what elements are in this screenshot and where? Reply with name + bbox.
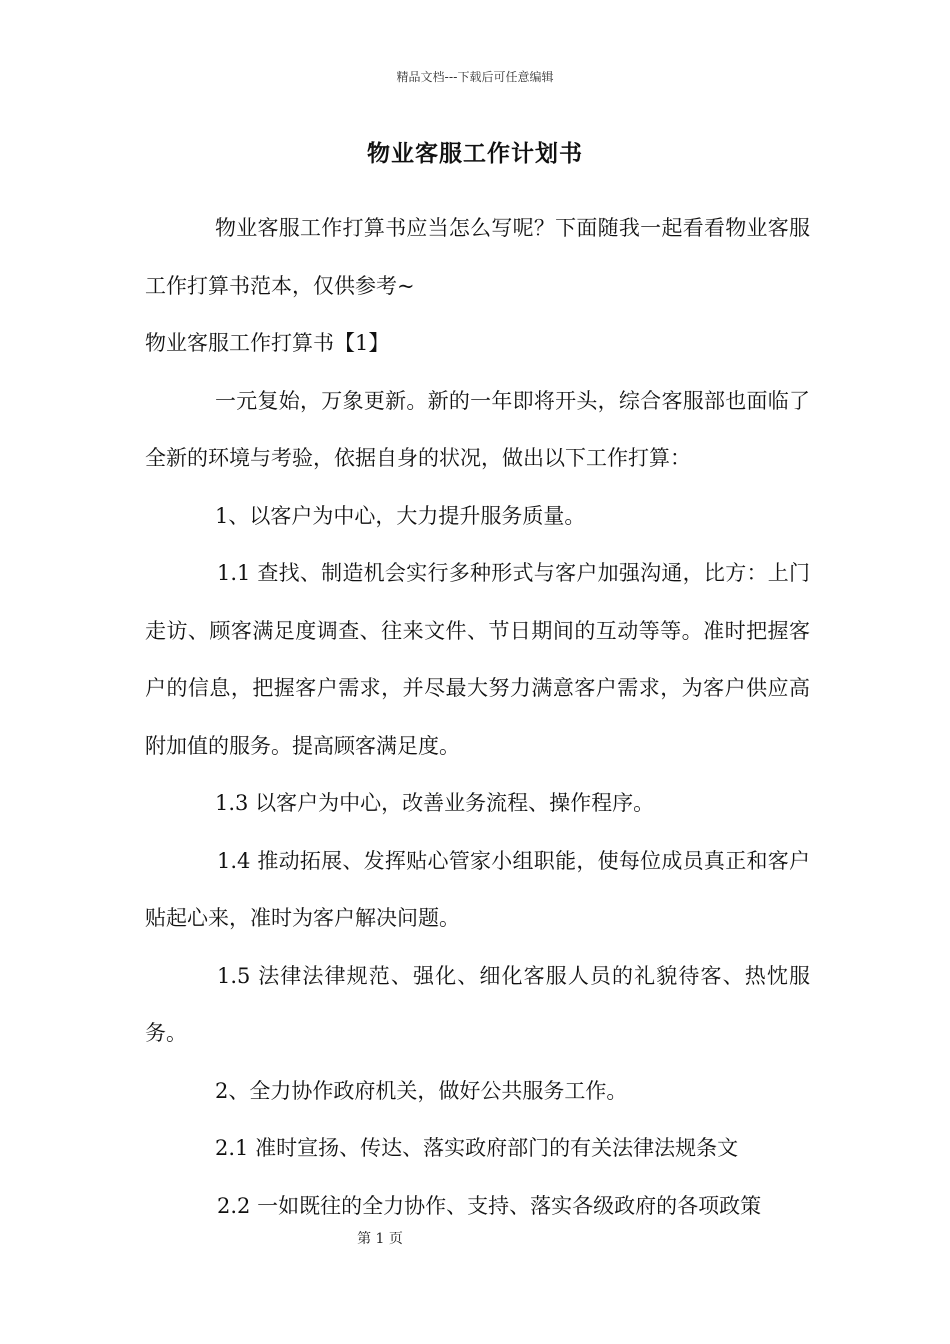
intro-paragraph: 物业客服工作打算书应当怎么写呢？下面随我一起看看物业客服工作打算书范本，仅供参考~ (145, 216, 810, 298)
list-item: 2.2 一如既往的全力协作、支持、落实各级政府的各项政策 (217, 1193, 762, 1218)
list-item: 2.1 准时宣扬、传达、落实政府部门的有关法律法规条文 (215, 1136, 739, 1160)
document-body (145, 200, 810, 1235)
document-title: 物业客服工作计划书 (367, 140, 583, 167)
list-item-heading: 2、全力协作政府机关，做好公共服务工作。 (215, 1078, 628, 1103)
page-number: 第 1 页 (357, 1231, 403, 1247)
list-item: 1.4 推动拓展、发挥贴心管家小组职能，使每位成员真正和客户贴起心来，准时为客户解决问题。 (145, 848, 810, 930)
list-item: 1.3 以客户为中心，改善业务流程、操作程序。 (215, 791, 655, 815)
body-paragraph: 一元复始，万象更新。新的一年即将开头，综合客服部也面临了全新的环境与考验，依据自身的状况，做出以下工作打算： (145, 388, 810, 470)
list-item-heading: 1、以客户为中心，大力提升服务质量。 (215, 503, 586, 528)
section-heading: 物业客服工作打算书【1】 (145, 331, 390, 355)
list-item: 1.1 查找、制造机会实行多种形式与客户加强沟通，比方：上门走访、顾客满足度调查、往来文件、节日期间的互动等等。准时把握客户的信息，把握客户需求，并尽最大努力满意客户需求，为客户供应高附加值的服务。提高顾客满足度。 (145, 561, 810, 758)
list-item: 1.5 法律法律规范、强化、细化客服人员的礼貌待客、热忱服务。 (145, 963, 810, 1045)
header-note: 精品文档---下载后可任意编辑 (396, 70, 554, 84)
